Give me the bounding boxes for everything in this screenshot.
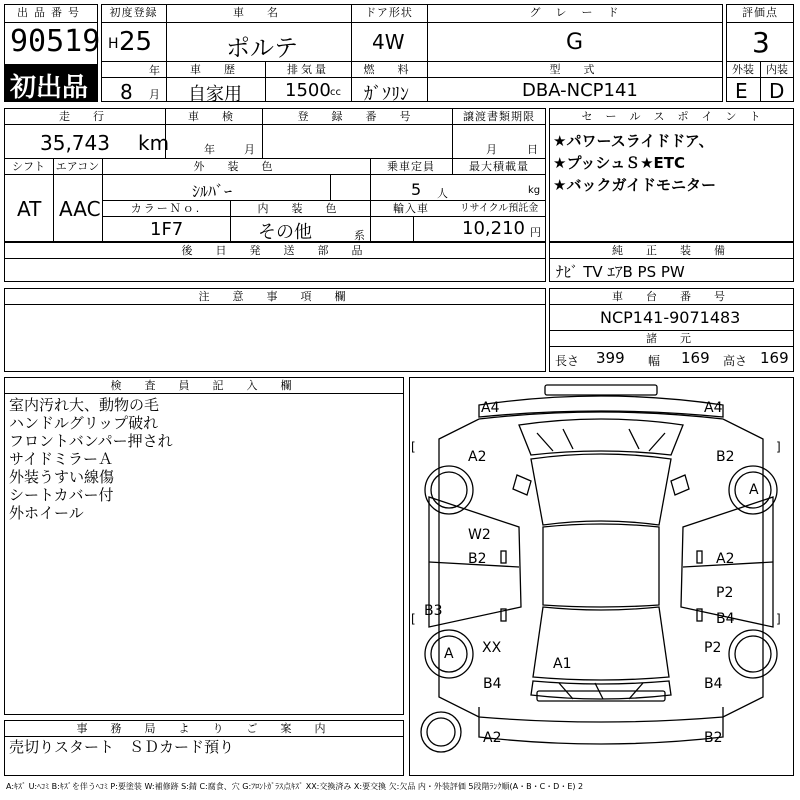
history-label: 車 歴 (190, 63, 241, 76)
fuel-value: ｶﾞｿﾘﾝ (364, 84, 409, 105)
car-name-label: 車 名 (233, 6, 284, 19)
recycle-unit: 円 (530, 226, 541, 239)
sales-point: ★パワースライドドア、 (553, 132, 714, 150)
grade-value: G (566, 30, 584, 55)
damage-mark: B3 (424, 603, 443, 619)
int-label: 内装 (766, 63, 788, 76)
damage-mark: B2 (716, 449, 735, 465)
ext-label: 外装 (732, 63, 754, 76)
length-value: 399 (596, 349, 625, 367)
reg-month: 8 (120, 80, 133, 104)
car-name: ポルテ (226, 34, 298, 62)
damage-mark: A (444, 646, 454, 662)
ac-label: エアコン (55, 160, 100, 173)
colorno-label: カラーＮｏ. (130, 202, 202, 215)
inspector-note: ハンドルグリップ破れ (9, 414, 159, 432)
reg-month-unit: 月 (149, 88, 160, 101)
damage-mark: A4 (704, 400, 723, 416)
inspection-label: 車 検 (188, 110, 239, 123)
color-value: ｼﾙﾊﾞｰ (192, 182, 233, 201)
model-label: 型 式 (549, 63, 601, 76)
fuel-label: 燃 料 (363, 63, 415, 76)
car-diagram (409, 377, 794, 776)
capacity-value: 5 (411, 180, 422, 199)
shift-value: AT (17, 197, 42, 221)
interior-label: 内 装 色 (257, 202, 343, 215)
grade-label: グ レ ー ド (529, 6, 621, 19)
mileage-unit: km (138, 131, 170, 155)
damage-mark: A2 (468, 449, 487, 465)
later-parts-label: 後 日 発 送 部 品 (181, 244, 369, 257)
legend-text: A:ｷｽﾞ U:ﾍｺﾐ B:ｷｽﾞを伴うﾍｺﾐ P:要塗装 W:補修跡 S:錆 C:腐食、穴 G:ﾌﾛﾝﾄｶﾞﾗｽ点ｷｽﾞ XX:交換済み X:要交換 欠:欠品 内・外装評価 5段階ﾗﾝｸ順(A・B・C・D・E) 2 (6, 782, 584, 791)
damage-mark: B4 (483, 676, 502, 692)
ext-value: E (735, 79, 748, 103)
model-value: DBA-NCP141 (522, 80, 638, 101)
damage-mark: A2 (716, 551, 735, 567)
damage-mark: A1 (553, 656, 572, 672)
load-unit: kg (528, 185, 541, 196)
inspector-label: 検 査 員 記 入 欄 (110, 379, 298, 392)
door-value: 4W (372, 30, 405, 54)
sales-point: ★バックガイドモニター (553, 176, 716, 194)
capacity-unit: 人 (437, 187, 448, 200)
inspector-note: シートカバー付 (9, 486, 114, 504)
first-listing-text: 初出品 (10, 73, 89, 103)
door-label: ドア形状 (365, 6, 413, 19)
lot-number: 90519 (10, 24, 101, 59)
caution-label: 注 意 事 項 欄 (198, 290, 352, 303)
height-value: 169 (760, 349, 789, 367)
length-label: 長さ (555, 354, 580, 368)
damage-mark: B2 (468, 551, 487, 567)
reg-label: 初度登録 (109, 6, 158, 19)
height-label: 高さ (723, 354, 748, 368)
bracket: ] (776, 612, 781, 626)
damage-mark: P2 (716, 585, 734, 601)
damage-mark: B4 (716, 611, 735, 627)
chassis-value: NCP141-9071483 (600, 308, 741, 327)
transfer-day-unit: 日 (527, 143, 538, 156)
damage-mark: XX (482, 640, 502, 656)
office-label: 事 務 局 よ り ご 案 内 (76, 722, 332, 735)
inspector-note: フロントバンパー押され (9, 432, 173, 450)
load-label: 最大積載量 (469, 160, 529, 173)
mileage-value: 35,743 (40, 131, 110, 155)
inspector-note: 外ホイール (9, 504, 84, 522)
reg-era: H (108, 36, 119, 52)
damage-mark: A4 (481, 400, 500, 416)
interior-value: その他 (258, 222, 312, 243)
office-note: 売切りスタート ＳＤカード預り (9, 738, 235, 756)
mileage-label: 走 行 (59, 110, 110, 123)
bracket: [ (411, 612, 416, 626)
equipment-value: ﾅﾋﾞ TV ｴｱB PS PW (556, 263, 685, 281)
colorno-value: 1F7 (150, 219, 184, 240)
shift-label: シフト (12, 160, 45, 173)
capacity-label: 乗車定員 (387, 160, 435, 173)
damage-mark: A2 (483, 730, 502, 746)
lot-label: 出品番号 (17, 6, 85, 19)
import-label: 輸入車 (393, 202, 429, 215)
inspection-year-unit: 年 (204, 143, 215, 156)
sales-point: ★プッシュＳ★ETC (553, 154, 686, 172)
damage-mark: A (749, 482, 759, 498)
ac-value: AAC (59, 197, 101, 221)
regno-label: 登 録 番 号 (297, 110, 417, 123)
int-value: D (769, 79, 785, 103)
reg-year-unit: 年 (149, 64, 160, 77)
width-label: 幅 (648, 354, 661, 368)
displacement-label: 排気量 (287, 63, 329, 76)
transfer-label: 譲渡書類期限 (463, 110, 535, 123)
equipment-label: 純 正 装 備 (612, 244, 731, 257)
width-value: 169 (681, 349, 710, 367)
recycle-label: リサイクル預託金 (459, 203, 539, 214)
interior-suffix: 系 (354, 229, 365, 242)
chassis-label: 車 台 番 号 (612, 290, 731, 303)
score-label: 評価点 (742, 6, 778, 19)
damage-mark: B4 (704, 676, 723, 692)
displacement-value: 1500 (285, 80, 331, 101)
color-label: 外 装 色 (193, 160, 279, 173)
damage-mark: B2 (704, 730, 723, 746)
sales-label: セ ー ル ス ポ イ ン ト (581, 110, 762, 123)
displacement-unit: cc (330, 87, 341, 98)
recycle-value: 10,210 (462, 218, 525, 239)
inspector-note: 外装うすい線傷 (9, 468, 115, 486)
transfer-month-unit: 月 (486, 143, 497, 156)
bracket: [ (411, 440, 416, 454)
inspector-note: サイドミラーＡ (9, 450, 113, 468)
inspector-note: 室内汚れ大、動物の毛 (9, 396, 160, 414)
bracket: ] (776, 440, 781, 454)
reg-year: 25 (119, 27, 153, 57)
history-value: 自家用 (188, 84, 242, 105)
damage-mark: W2 (468, 527, 491, 543)
score-value: 3 (752, 26, 770, 59)
damage-mark: P2 (704, 640, 722, 656)
spec-label: 諸 元 (646, 332, 697, 345)
inspection-month-unit: 月 (244, 143, 255, 156)
